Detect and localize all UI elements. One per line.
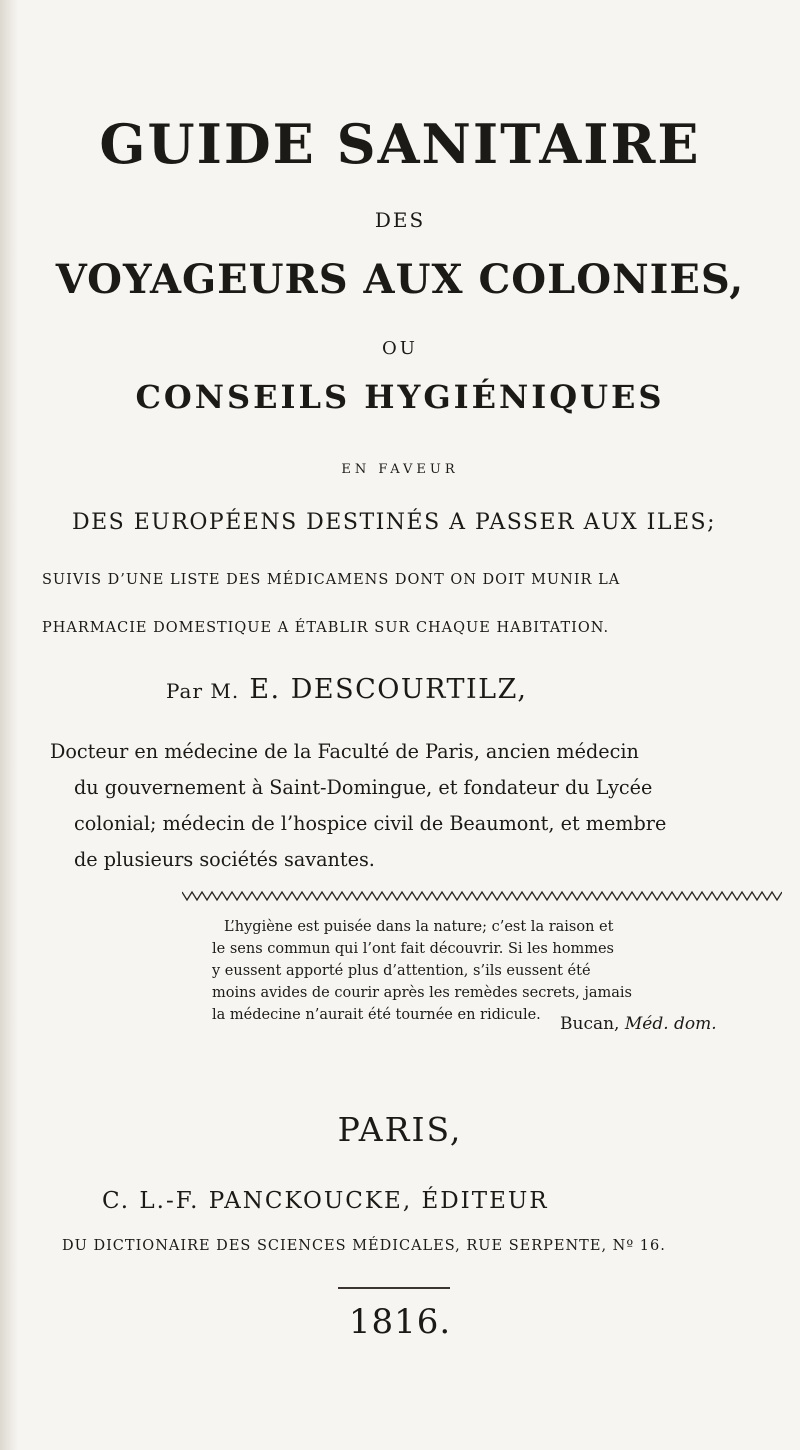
subtitle-line-1: SUIVIS D’UNE LISTE DES MÉDICAMENS DONT ON DOIT MUNIR LA xyxy=(42,572,621,588)
epigraph-line: le sens commun qui l’ont fait découvrir. Si les hommes xyxy=(212,941,614,957)
book-title: GUIDE SANITAIRE xyxy=(99,112,701,176)
author-prefix: Par M. xyxy=(166,679,240,703)
title-connector-en-faveur: EN FAVEUR xyxy=(341,462,459,477)
short-rule xyxy=(338,1287,450,1289)
epigraph-line: y eussent apporté plus d’attention, s’ils eussent été xyxy=(212,963,591,979)
author-credentials xyxy=(50,734,770,878)
author-line xyxy=(166,674,706,705)
imprint-city: PARIS, xyxy=(337,1110,463,1149)
ornamental-rule xyxy=(182,890,782,902)
epigraph-line: L’hygiène est puisée dans la nature; c’est la raison et xyxy=(224,919,614,935)
imprint-publisher: C. L.-F. PANCKOUCKE, ÉDITEUR xyxy=(102,1188,549,1214)
credentials-line: Docteur en médecine de la Faculté de Paris, ancien médecin xyxy=(50,740,639,763)
author-name: E. DESCOURTILZ, xyxy=(249,674,528,705)
credentials-line: du gouvernement à Saint-Domingue, et fondateur du Lycée xyxy=(74,776,653,799)
book-title-continued: VOYAGEURS AUX COLONIES, xyxy=(55,256,745,303)
credentials-line: colonial; médecin de l’hospice civil de Beaumont, et membre xyxy=(74,812,667,835)
title-connector-des: DES xyxy=(374,208,426,232)
imprint-year: 1816. xyxy=(348,1302,452,1342)
epigraph-author: Bucan, xyxy=(560,1014,620,1034)
epigraph xyxy=(212,916,782,1026)
epigraph-line: la médecine n’aurait été tournée en ridicule. xyxy=(212,1007,541,1023)
subtitle-audience: DES EUROPÉENS DESTINÉS A PASSER AUX ILES; xyxy=(71,510,717,535)
title-connector-ou: OU xyxy=(382,338,418,359)
epigraph-reference: Méd. dom. xyxy=(624,1014,717,1034)
epigraph-attribution xyxy=(560,1014,780,1034)
imprint-address: DU DICTIONAIRE DES SCIENCES MÉDICALES, RUE SERPENTE, Nº 16. xyxy=(62,1238,666,1254)
epigraph-line: moins avides de courir après les remèdes secrets, jamais xyxy=(212,985,632,1001)
credentials-line: de plusieurs sociétés savantes. xyxy=(74,848,375,871)
alternate-title: CONSEILS HYGIÉNIQUES xyxy=(135,378,665,416)
subtitle-line-2: PHARMACIE DOMESTIQUE A ÉTABLIR SUR CHAQUE HABITATION. xyxy=(42,620,610,636)
